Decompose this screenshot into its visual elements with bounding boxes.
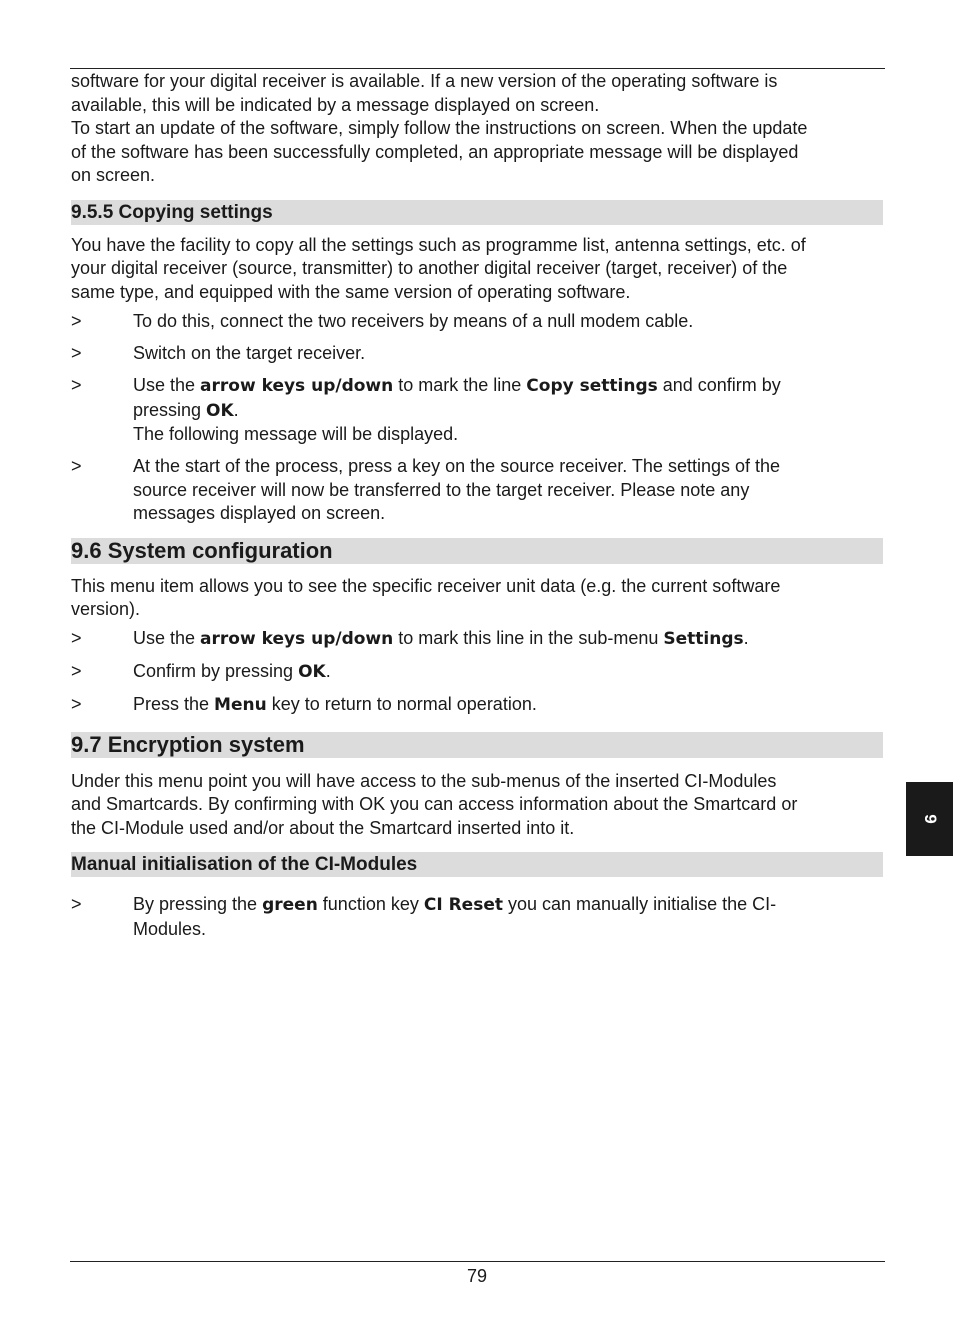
step-line: Use the arrow keys up/down to mark the line Copy settings and confirm by <box>133 375 781 396</box>
step-item: > Use the arrow keys up/down to mark this line in the sub-menu Settings. <box>71 628 749 649</box>
step-marker: > <box>71 343 82 363</box>
step-line: source receiver will now be transferred to the target receiver. Please note any <box>133 479 750 500</box>
paragraph-line: the CI-Module used and/or about the Smartcard inserted into it. <box>71 817 575 838</box>
intro-line: To start an update of the software, simply follow the instructions on screen. When the update <box>71 118 808 138</box>
page-content <box>71 70 883 941</box>
bottom-rule <box>70 1261 885 1262</box>
step-item: > Press the Menu key to return to normal operation. <box>71 694 537 715</box>
menu-item-name: Settings <box>663 629 744 649</box>
menu-item-name: Copy settings <box>526 376 658 396</box>
step-line: pressing OK. <box>133 399 239 421</box>
step-marker: > <box>71 456 82 476</box>
key-name: green <box>262 895 318 915</box>
step-item <box>71 893 883 941</box>
section-heading-encryption-system: 9.7 Encryption system <box>71 732 883 758</box>
paragraph-line: You have the facility to copy all the settings such as programme list, antenna settings, etc. of <box>71 234 806 255</box>
subsection-heading-ci-modules: Manual initialisation of the CI-Modules <box>71 852 883 877</box>
step-item: > Confirm by pressing OK. <box>71 661 331 682</box>
chapter-number: 9 <box>920 814 940 824</box>
step-text: Switch on the target receiver. <box>133 343 366 363</box>
intro-paragraph <box>71 70 883 188</box>
paragraph-line: your digital receiver (source, transmitter) to another digital receiver (target, receiver) of the <box>71 258 788 278</box>
intro-line: software for your digital receiver is available. If a new version of the operating software is <box>71 71 778 91</box>
key-name: CI Reset <box>423 895 503 915</box>
step-line: messages displayed on screen. <box>133 503 386 523</box>
paragraph-line: version). <box>71 599 141 619</box>
step-item <box>71 310 883 334</box>
key-name: arrow keys up/down <box>200 376 394 396</box>
key-name: arrow keys up/down <box>200 629 394 649</box>
step-item <box>71 374 883 447</box>
step-line: At the start of the process, press a key on the source receiver. The settings of the <box>133 456 781 476</box>
paragraph-line: same type, and equipped with the same version of operating software. <box>71 281 631 302</box>
step-marker: > <box>71 661 82 681</box>
step-text: To do this, connect the two receivers by means of a null modem cable. <box>133 311 694 331</box>
intro-line: of the software has been successfully completed, an appropriate message will be displayed <box>71 141 799 162</box>
step-line: By pressing the green function key CI Reset you can manually initialise the CI- <box>133 894 777 915</box>
step-marker: > <box>71 894 82 914</box>
step-marker: > <box>71 694 82 714</box>
paragraph-line: and Smartcards. By confirming with OK you can access information about the Smartcard or <box>71 794 798 814</box>
step-line: Modules. <box>133 918 207 939</box>
key-name: OK <box>298 662 326 682</box>
copying-settings-intro <box>71 234 883 305</box>
key-name: Menu <box>214 695 267 715</box>
step-marker: > <box>71 375 82 395</box>
key-name: OK <box>206 400 234 421</box>
paragraph-line: Under this menu point you will have access to the sub-menus of the inserted CI-Modules <box>71 770 777 791</box>
step-line: The following message will be displayed. <box>133 424 459 444</box>
intro-line: available, this will be indicated by a message displayed on screen. <box>71 94 600 115</box>
intro-line: on screen. <box>71 165 156 185</box>
section-heading-system-configuration: 9.6 System configuration <box>71 538 883 564</box>
system-configuration-intro <box>71 575 883 622</box>
step-item <box>71 455 883 526</box>
top-rule <box>70 68 885 69</box>
step-marker: > <box>71 311 82 331</box>
step-item <box>71 342 883 366</box>
section-heading-copying-settings: 9.5.5 Copying settings <box>71 200 883 225</box>
paragraph-line: This menu item allows you to see the specific receiver unit data (e.g. the current software <box>71 575 781 596</box>
step-marker: > <box>71 628 82 648</box>
chapter-tab <box>906 782 953 856</box>
page-number: 79 <box>466 1266 488 1286</box>
encryption-system-intro <box>71 770 883 841</box>
